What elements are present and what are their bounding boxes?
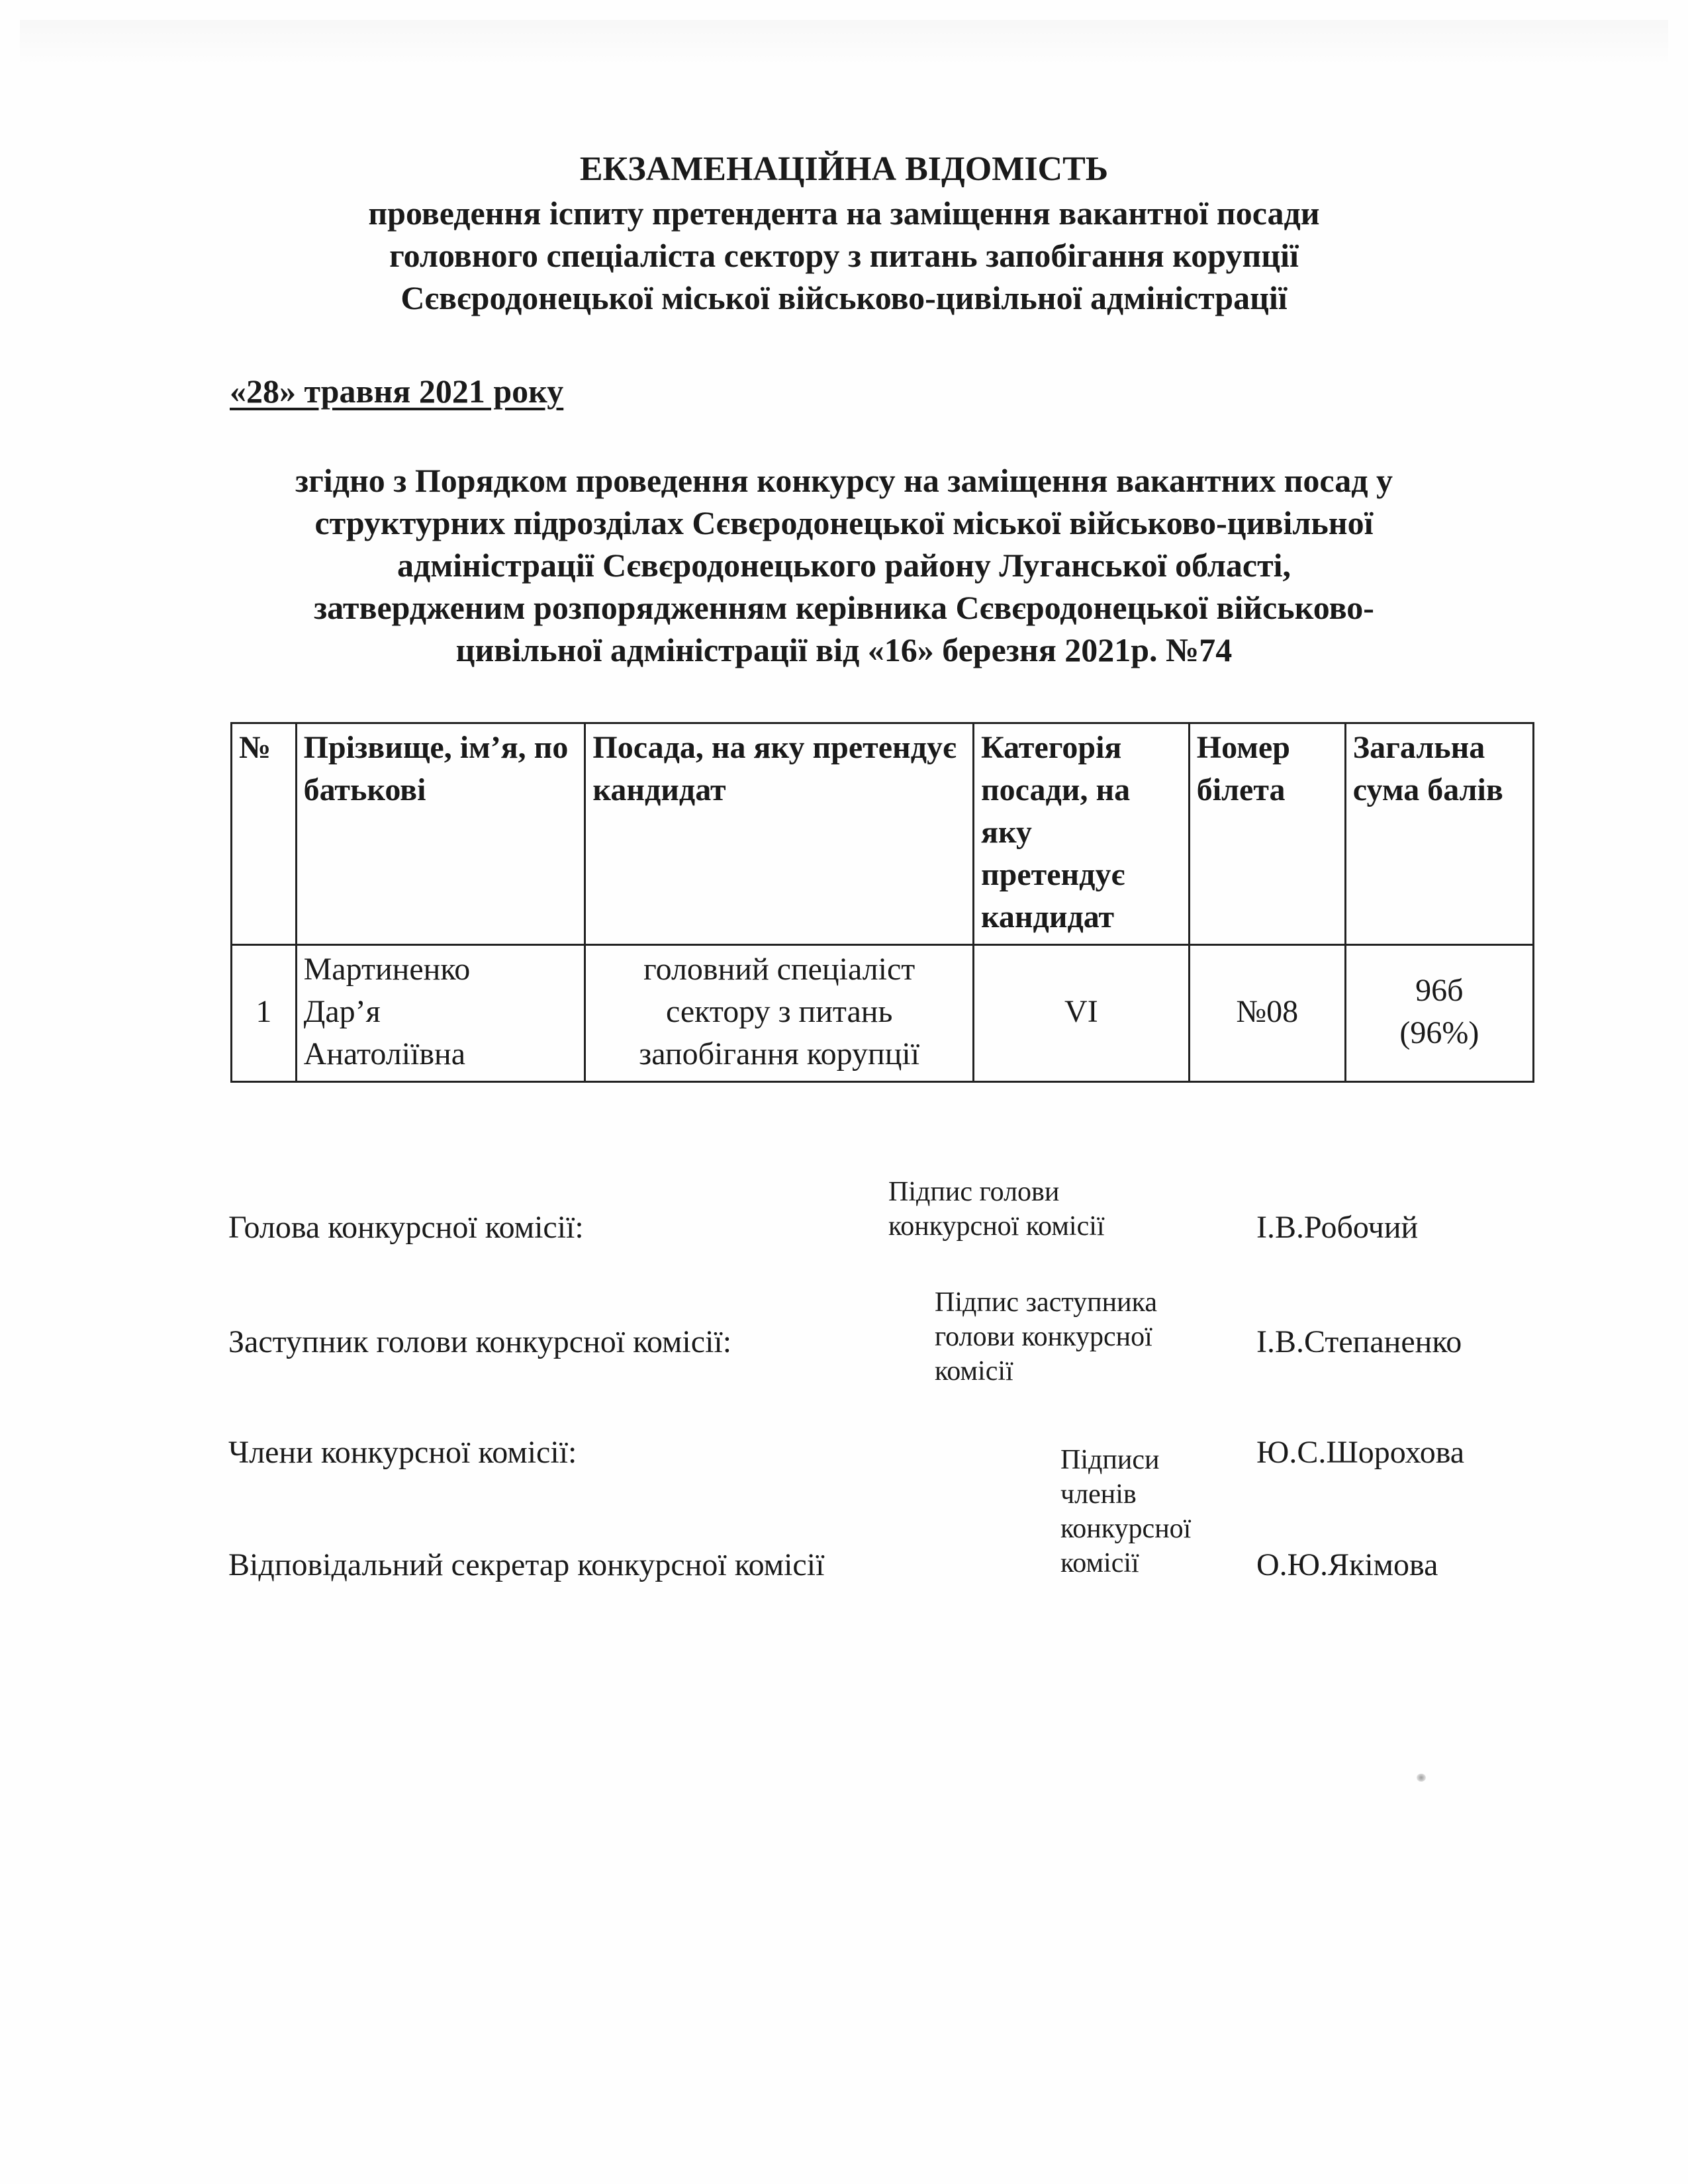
header-score: Загальна сума балів [1345,723,1533,945]
basis-line: структурних підрозділах Сєвєродонецької міської військово-цивільної [314,504,1374,541]
header-number: № [232,723,297,945]
basis-line: адміністрації Сєвєродонецького району Луганської області, [397,547,1291,584]
position-line: головний спеціаліст [643,952,915,987]
position-line: сектору з питань [665,994,893,1029]
header-full-name: Прізвище, ім’я, по батькові [296,723,585,945]
placeholder-line: Підписи [1060,1445,1160,1475]
cell-number: 1 [232,945,297,1082]
chair-name: І.В.Робочий [1256,1210,1419,1245]
deputy-signature-placeholder [935,1285,1157,1388]
document-header [199,147,1489,319]
score-points: 96б [1415,973,1464,1008]
placeholder-line: комісії [935,1356,1013,1387]
cell-position [585,945,974,1082]
cell-score [1345,945,1533,1082]
name-line: Дар’я [303,994,381,1029]
placeholder-line: конкурсної комісії [888,1211,1105,1242]
members-role: Члени конкурсної комісії: [228,1435,577,1470]
placeholder-line: комісії [1060,1548,1139,1578]
cell-category: VI [973,945,1189,1082]
legal-basis [199,459,1489,671]
members-signature-placeholder [1060,1443,1191,1580]
cell-full-name [296,945,585,1082]
exam-date: «28» травня 2021 року [230,373,564,410]
basis-line: затвердженим розпорядженням керівника Сєвєродонецької військово- [314,589,1374,626]
placeholder-line: Підпис заступника [935,1287,1157,1318]
document-title: ЕКЗАМЕНАЦІЙНА ВІДОМІСТЬ [579,150,1109,188]
exam-results-table [230,722,1534,1083]
deputy-name: І.В.Степаненко [1256,1324,1462,1359]
placeholder-line: Підпис голови [888,1177,1060,1207]
table-row [232,945,1534,1082]
header-category: Категорія посади, на яку претендує кандидат [973,723,1189,945]
placeholder-line: членів [1060,1479,1137,1510]
scan-speck [1417,1774,1426,1782]
table-header-row [232,723,1534,945]
basis-line: згідно з Порядком проведення конкурсу на заміщення вакантних посад у [295,462,1393,499]
basis-line: цивільної адміністрації від «16» березня 2021р. №74 [455,631,1233,668]
deputy-role: Заступник голови конкурсної комісії: [228,1324,732,1359]
secretary-role: Відповідальний секретар конкурсної комісії [228,1547,825,1582]
placeholder-line: голови конкурсної [935,1322,1152,1352]
position-line: запобігання корупції [639,1036,920,1071]
secretary-name: О.Ю.Якімова [1256,1547,1438,1582]
header-position: Посада, на яку претендує кандидат [585,723,974,945]
header-ticket: Номер білета [1189,723,1345,945]
chair-signature-placeholder [888,1175,1105,1244]
placeholder-line: конкурсної [1060,1514,1192,1544]
subtitle-line: головного спеціаліста сектору з питань запобігання корупції [389,237,1299,274]
scan-artifact [20,20,1668,66]
name-line: Анатоліївна [303,1036,466,1071]
name-line: Мартиненко [303,952,471,987]
members-name: Ю.С.Шорохова [1256,1435,1465,1470]
subtitle-line: проведення іспиту претендента на заміщення вакантної посади [368,195,1320,232]
score-percent: (96%) [1399,1015,1479,1050]
subtitle-line: Сєвєродонецької міської військово-цивільної адміністрації [400,279,1288,316]
cell-ticket: №08 [1189,945,1345,1082]
chair-role: Голова конкурсної комісії: [228,1210,584,1245]
